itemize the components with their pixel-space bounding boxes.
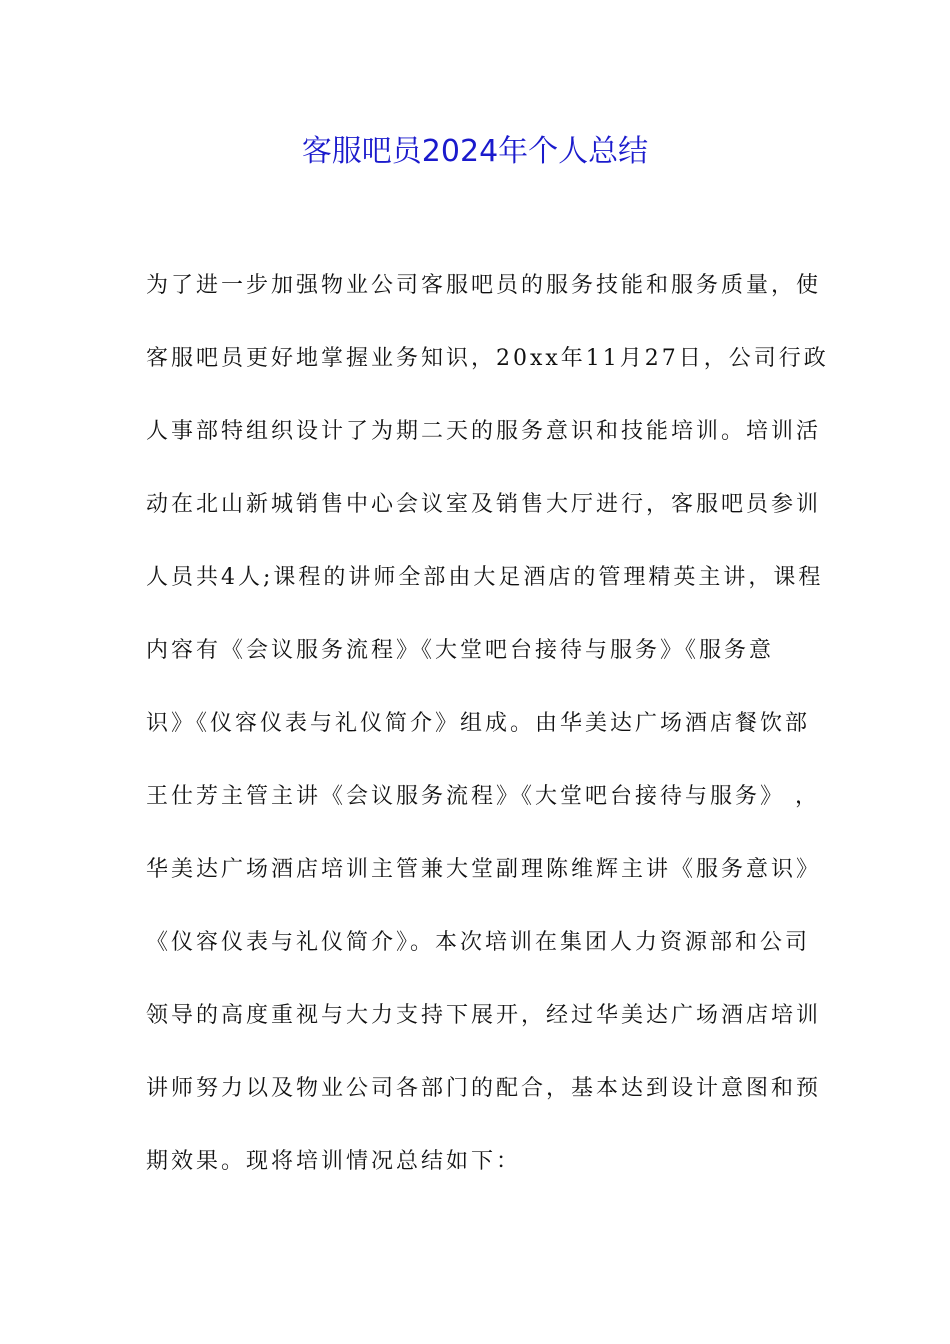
paragraph-line-13: 期效果。现将培训情况总结如下： — [146, 1149, 522, 1174]
paragraph-line-5: 人员共4人;课程的讲师全部由大足酒店的管理精英主讲，课程 — [146, 565, 824, 590]
document-title: 客服吧员2024年个人总结 — [301, 134, 649, 169]
document-body — [146, 266, 829, 1215]
paragraph-line-3: 人事部特组织设计了为期二天的服务意识和技能培训。培训活 — [146, 419, 822, 444]
paragraph-line-9: 华美达广场酒店培训主管兼大堂副理陈维辉主讲《服务意识》 — [146, 857, 822, 882]
paragraph-line-11: 领导的高度重视与大力支持下展开，经过华美达广场酒店培训 — [146, 1003, 822, 1028]
paragraph-line-6: 内容有《会议服务流程》《大堂吧台接待与服务》《服务意 — [146, 638, 775, 663]
paragraph-line-8: 王仕芳主管主讲《会议服务流程》《大堂吧台接待与服务》 ， — [146, 784, 820, 809]
paragraph-line-4: 动在北山新城销售中心会议室及销售大厅进行，客服吧员参训 — [146, 492, 822, 517]
paragraph-line-12: 讲师努力以及物业公司各部门的配合，基本达到设计意图和预 — [146, 1076, 822, 1101]
paragraph-line-10: 《仪容仪表与礼仪简介》。本次培训在集团人力资源部和公司 — [146, 930, 811, 955]
paragraph-line-2: 客服吧员更好地掌握业务知识，20xx年11月27日，公司行政 — [146, 346, 829, 371]
paragraph-line-1: 为了进一步加强物业公司客服吧员的服务技能和服务质量，使 — [146, 273, 822, 298]
paragraph-line-7: 识》《仪容仪表与礼仪简介》组成。由华美达广场酒店餐饮部 — [146, 711, 811, 736]
